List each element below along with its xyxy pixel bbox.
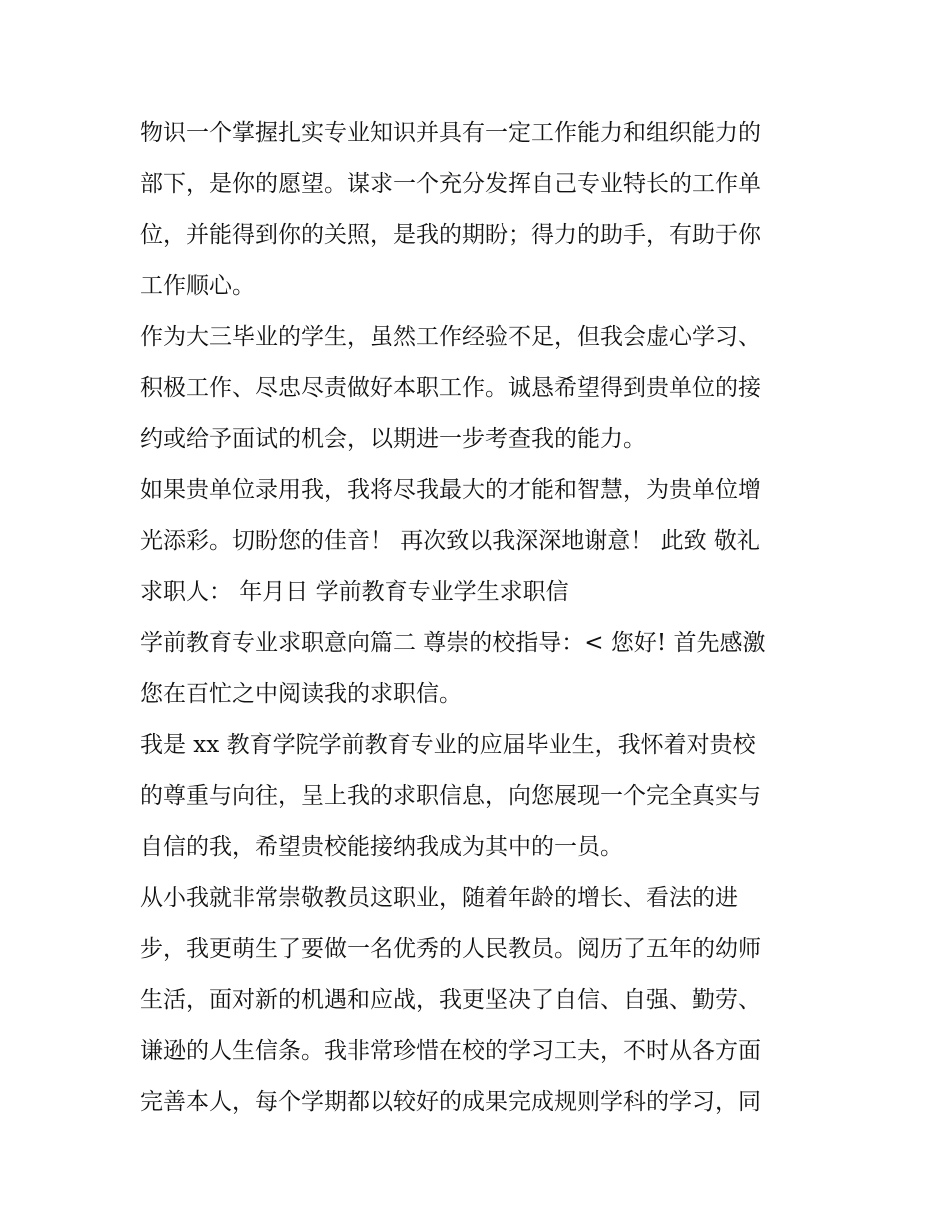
text-line: 求职人： 年月日 学前教育专业学生求职信	[140, 579, 569, 605]
text-line: 约或给予面试的机会，以期进一步考查我的能力。	[140, 426, 646, 452]
text-line: 您在百忙之中阅读我的求职信。	[140, 681, 462, 707]
text-line: 如果贵单位录用我，我将尽我最大的才能和智慧，为贵单位增	[140, 477, 761, 503]
text-line: 学前教育专业求职意向篇二 尊崇的校指导：< 您好! 首先感激	[140, 630, 766, 656]
text-line: 部下，是你的愿望。谋求一个充分发挥自己专业特长的工作单	[140, 171, 761, 197]
text-line: 光添彩。切盼您的佳音！ 再次致以我深深地谢意！ 此致 敬礼	[140, 528, 760, 554]
text-line: 生活，面对新的机遇和应战，我更坚决了自信、自强、勤劳、	[140, 987, 761, 1013]
text-line: 位，并能得到你的关照，是我的期盼；得力的助手，有助于你	[140, 222, 761, 248]
document-body	[140, 108, 820, 1128]
text-line: 步，我更萌生了要做一名优秀的人民教员。阅历了五年的幼师	[140, 936, 761, 962]
text-line: 从小我就非常崇敬教员这职业，随着年龄的增长、看法的进	[140, 885, 738, 911]
text-line: 的尊重与向往，呈上我的求职信息，向您展现一个完全真实与	[140, 783, 761, 809]
text-line: 工作顺心。	[140, 273, 255, 299]
text-line: 自信的我，希望贵校能接纳我成为其中的一员。	[140, 834, 623, 860]
text-line: 物识一个掌握扎实专业知识并具有一定工作能力和组织能力的	[140, 120, 761, 146]
text-line: 作为大三毕业的学生，虽然工作经验不足，但我会虚心学习、	[140, 324, 761, 350]
text-line: 我是 xx 教育学院学前教育专业的应届毕业生，我怀着对贵校	[140, 732, 756, 758]
text-line: 积极工作、尽忠尽责做好本职工作。诚恳希望得到贵单位的接	[140, 375, 761, 401]
text-line: 完善本人，每个学期都以较好的成果完成规则学科的学习，同	[140, 1089, 761, 1115]
text-line: 谦逊的人生信条。我非常珍惜在校的学习工夫，不时从各方面	[140, 1038, 761, 1064]
